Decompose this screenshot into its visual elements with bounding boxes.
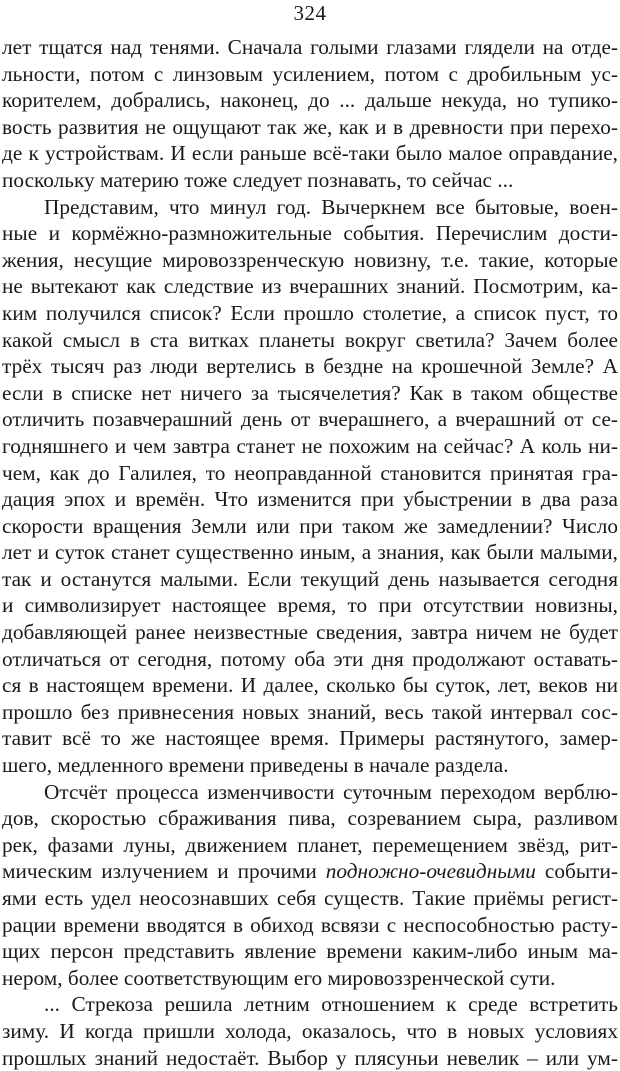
text-line: прошлых знаний недостаёт. Выбор у плясуньи невелик – или ум- bbox=[2, 1045, 618, 1070]
text-line: лет и суток станет существенно иным, а знания, как были малыми, bbox=[2, 540, 618, 565]
text-line: поскольку материю тоже следует познавать, то сейчас ... bbox=[2, 167, 514, 192]
text-line: отличаться от сегодня, потому оба эти дня продолжают оставать- bbox=[2, 646, 618, 671]
text-line: прошло без привнесения новых знаний, весь такой интервал сос- bbox=[2, 699, 618, 724]
text-line: трёх тысяч раз люди вертелись в бездне на крошечной Земле? А bbox=[2, 354, 618, 379]
text-run: событи- bbox=[535, 859, 618, 884]
paragraph bbox=[2, 991, 618, 1071]
text-line: скорости вращения Земли или при таком же замедлении? Число bbox=[2, 513, 618, 538]
italic-phrase: подножно-очевидными bbox=[325, 859, 536, 884]
text-line: годняшнего и чем завтра станет не похожим на сейчас? А коль ни- bbox=[2, 433, 618, 458]
page-number: 324 bbox=[293, 1, 327, 25]
text-line: ... Стрекоза решила летним отношением к среде встретить bbox=[44, 992, 618, 1017]
text-line: Представим, что минул год. Вычеркнем все бытовые, воен- bbox=[44, 194, 618, 219]
text-line: де к устройствам. И если раньше всё-таки было малое оправдание, bbox=[2, 141, 618, 166]
text-line: нером, более соответствующим его мировоззренческой сути. bbox=[2, 965, 556, 990]
text-line: чем, как до Галилея, то неоправданной становится принятая гра- bbox=[2, 460, 618, 485]
text-line-with-italic bbox=[2, 858, 618, 885]
text-line: шего, медленного времени приведены в начале раздела. bbox=[2, 753, 509, 778]
text-line: вость развития не ощущают так же, как и в древности при перехо- bbox=[2, 114, 618, 139]
text-line: тавит всё то же настоящее время. Примеры растянутого, замер- bbox=[2, 726, 618, 751]
text-line: если в списке нет ничего за тысячелетия? Как в таком обществе bbox=[2, 380, 618, 405]
text-line: добавляющей ранее неизвестные сведения, завтра ничем не будет bbox=[2, 620, 618, 645]
text-line: ся в настоящем времени. И далее, сколько бы суток, лет, веков ни bbox=[2, 673, 618, 698]
text-line: Отсчёт процесса изменчивости суточным переходом верблю- bbox=[44, 779, 618, 804]
paragraph bbox=[2, 34, 618, 194]
paragraph bbox=[2, 779, 618, 992]
text-line: и символизирует настоящее время, то при отсутствии новизны, bbox=[2, 593, 618, 618]
text-line: рек, фазами луны, движением планет, перемещением звёзд, рит- bbox=[2, 832, 618, 857]
text-line: жения, несущие мировоззренческую новизну, т.е. такие, которые bbox=[2, 247, 618, 272]
text-line: ким получился список? Если прошло столетие, а список пуст, то bbox=[2, 300, 618, 325]
text-line: ные и кормёжно-размножительные события. Перечислим дости- bbox=[2, 221, 618, 246]
text-line: какой смысл в ста витках планеты вокруг светила? Зачем более bbox=[2, 327, 618, 352]
text-line: рации времени вводятся в обиход всвязи с неспособностью расту- bbox=[2, 912, 618, 937]
text-line: льности, потом с линзовым усилением, потом с дробильным ус- bbox=[2, 61, 618, 86]
text-line: отличить позавчерашний день от вчерашнего, а вчерашний от се- bbox=[2, 407, 618, 432]
text-line: щих персон представить явление времени каким-либо иным ма- bbox=[2, 939, 618, 964]
text-line: не вытекают как следствие из вчерашних знаний. Посмотрим, ка- bbox=[2, 274, 618, 299]
text-line: ями есть удел неосознавших себя существ. Такие приёмы регист- bbox=[2, 886, 618, 910]
text-line: так и останутся малыми. Если текущий день называется сегодня bbox=[2, 566, 618, 591]
text-line: корителем, добрались, наконец, до ... дальше некуда, но тупико- bbox=[2, 88, 618, 113]
paragraph bbox=[2, 194, 618, 779]
text-line: лет тщатся над тенями. Сначала голыми глазами глядели на отдe- bbox=[2, 35, 618, 59]
text-run: мическим излучением и прочими bbox=[2, 859, 326, 884]
text-line: дация эпох и времён. Что изменится при убыстрении в два раза bbox=[2, 487, 618, 512]
body-text bbox=[2, 34, 618, 1071]
text-line: дов, скоростью сбраживания пива, созреванием сыра, разливом bbox=[2, 806, 618, 831]
text-line: зиму. И когда пришли холода, оказалось, что в новых условиях bbox=[2, 1018, 618, 1043]
